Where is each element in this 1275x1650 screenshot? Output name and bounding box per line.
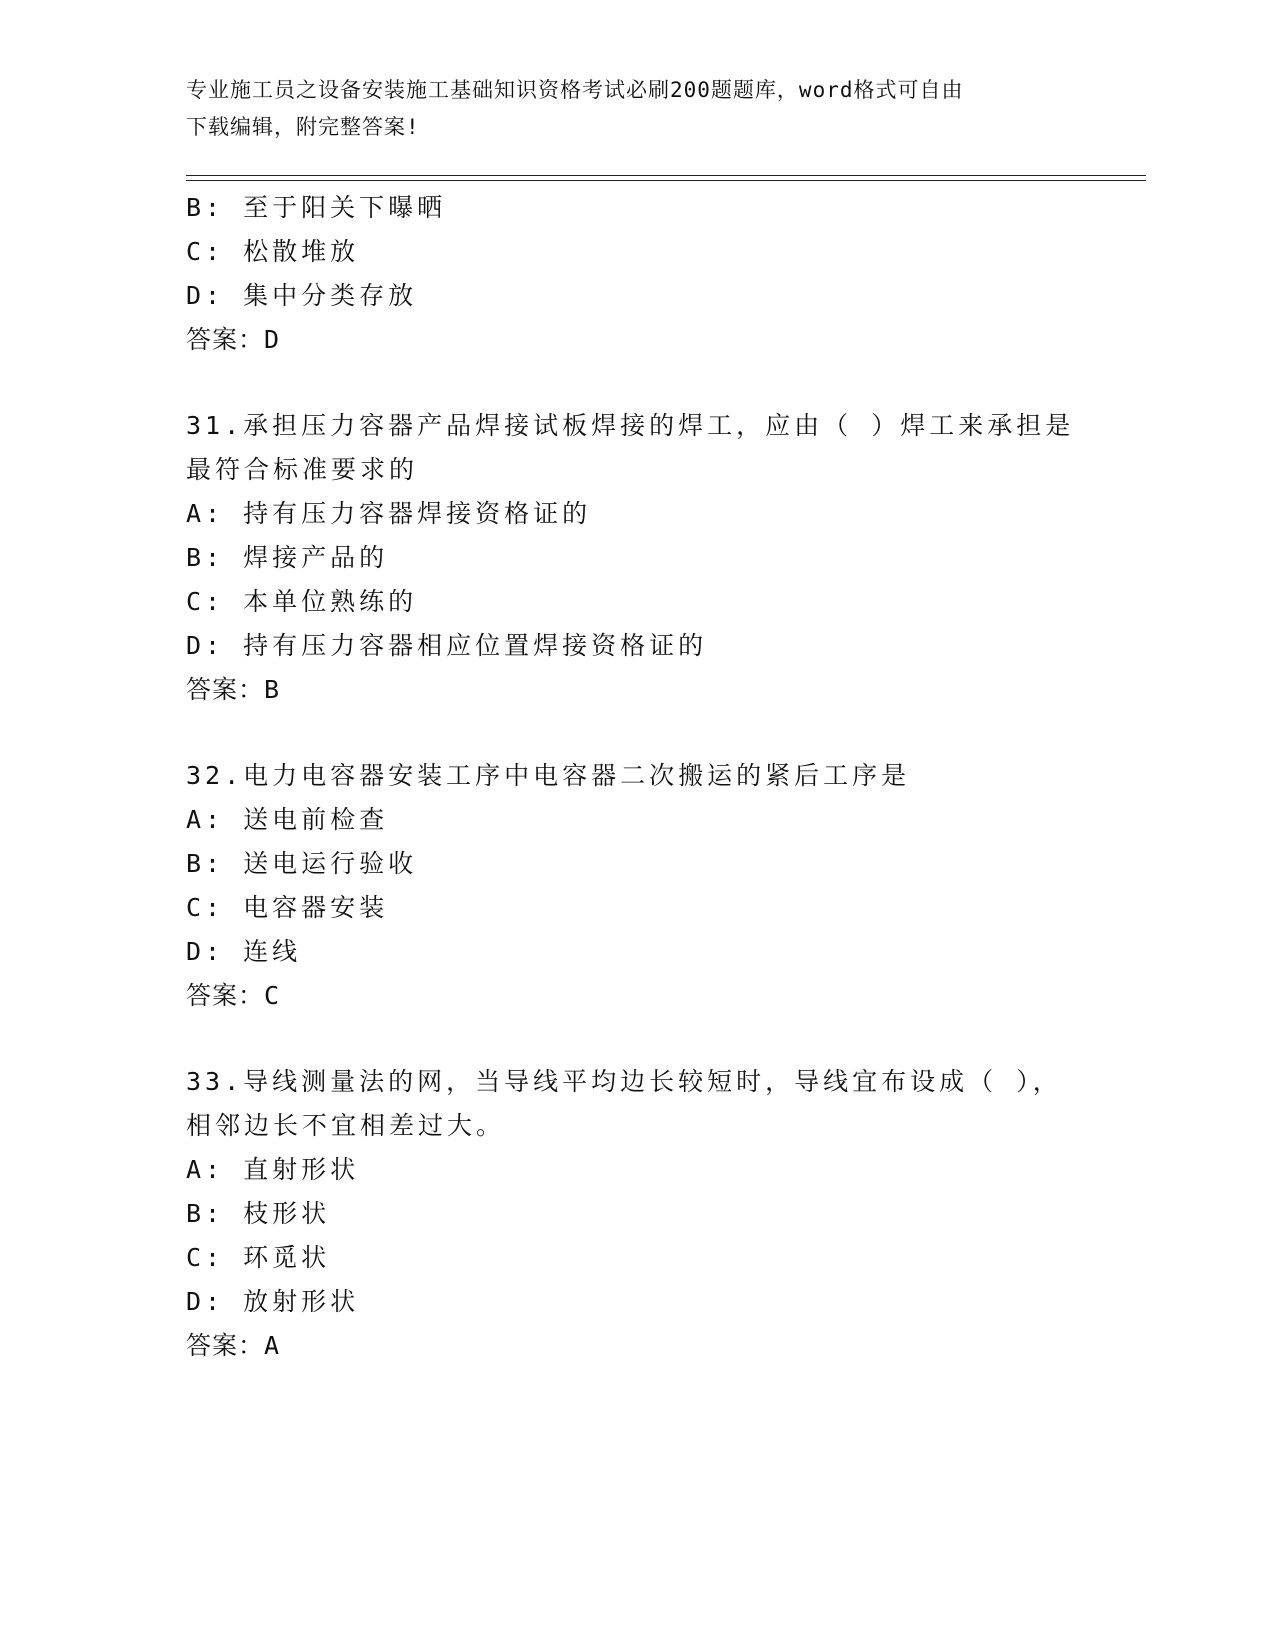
document-header [186, 72, 1066, 146]
question-33-answer: 答案：A [186, 1331, 281, 1360]
question-32-stem-line-1: 32.电力电容器安装工序中电容器二次搬运的紧后工序是 [186, 761, 911, 790]
question-33-option-c: C: 环觅状 [186, 1243, 331, 1272]
question-33-stem-line-2: 相邻边长不宜相差过大。 [186, 1111, 506, 1140]
prev-option-b: B: 至于阳关下曝晒 [186, 193, 447, 222]
prev-answer: 答案：D [186, 325, 281, 354]
question-31-stem-line-2: 最符合标准要求的 [186, 455, 419, 484]
question-31-option-c: C: 本单位熟练的 [186, 587, 418, 616]
question-31-option-d: D: 持有压力容器相应位置焊接资格证的 [186, 631, 708, 660]
question-32-option-c: C: 电容器安装 [186, 893, 389, 922]
question-32-answer: 答案：C [186, 981, 281, 1010]
header-divider-top [186, 175, 1146, 176]
question-32-option-b: B: 送电运行验收 [186, 849, 418, 878]
question-33-option-a: A: 直射形状 [186, 1155, 360, 1184]
question-33-option-d: D: 放射形状 [186, 1287, 360, 1316]
question-33-stem-line-1: 33.导线测量法的网，当导线平均边长较短时，导线宜布设成（ ）， [186, 1067, 1062, 1096]
question-31-option-a: A: 持有压力容器焊接资格证的 [186, 499, 592, 528]
prev-option-c: C: 松散堆放 [186, 237, 360, 266]
header-line-2: 下载编辑，附完整答案! [186, 115, 420, 139]
prev-option-d: D: 集中分类存放 [186, 281, 418, 310]
question-33-option-b: B: 枝形状 [186, 1199, 331, 1228]
question-32-option-a: A: 送电前检查 [186, 805, 389, 834]
question-31-option-b: B: 焊接产品的 [186, 543, 389, 572]
header-divider-bottom [186, 180, 1146, 181]
header-line-1: 专业施工员之设备安装施工基础知识资格考试必刷200题题库，word格式可自由 [186, 78, 964, 102]
question-32-option-d: D: 连线 [186, 937, 302, 966]
question-31-stem-line-1: 31.承担压力容器产品焊接试板焊接的焊工，应由（ ）焊工来承担是 [186, 411, 1075, 440]
question-31-answer: 答案：B [186, 675, 281, 704]
